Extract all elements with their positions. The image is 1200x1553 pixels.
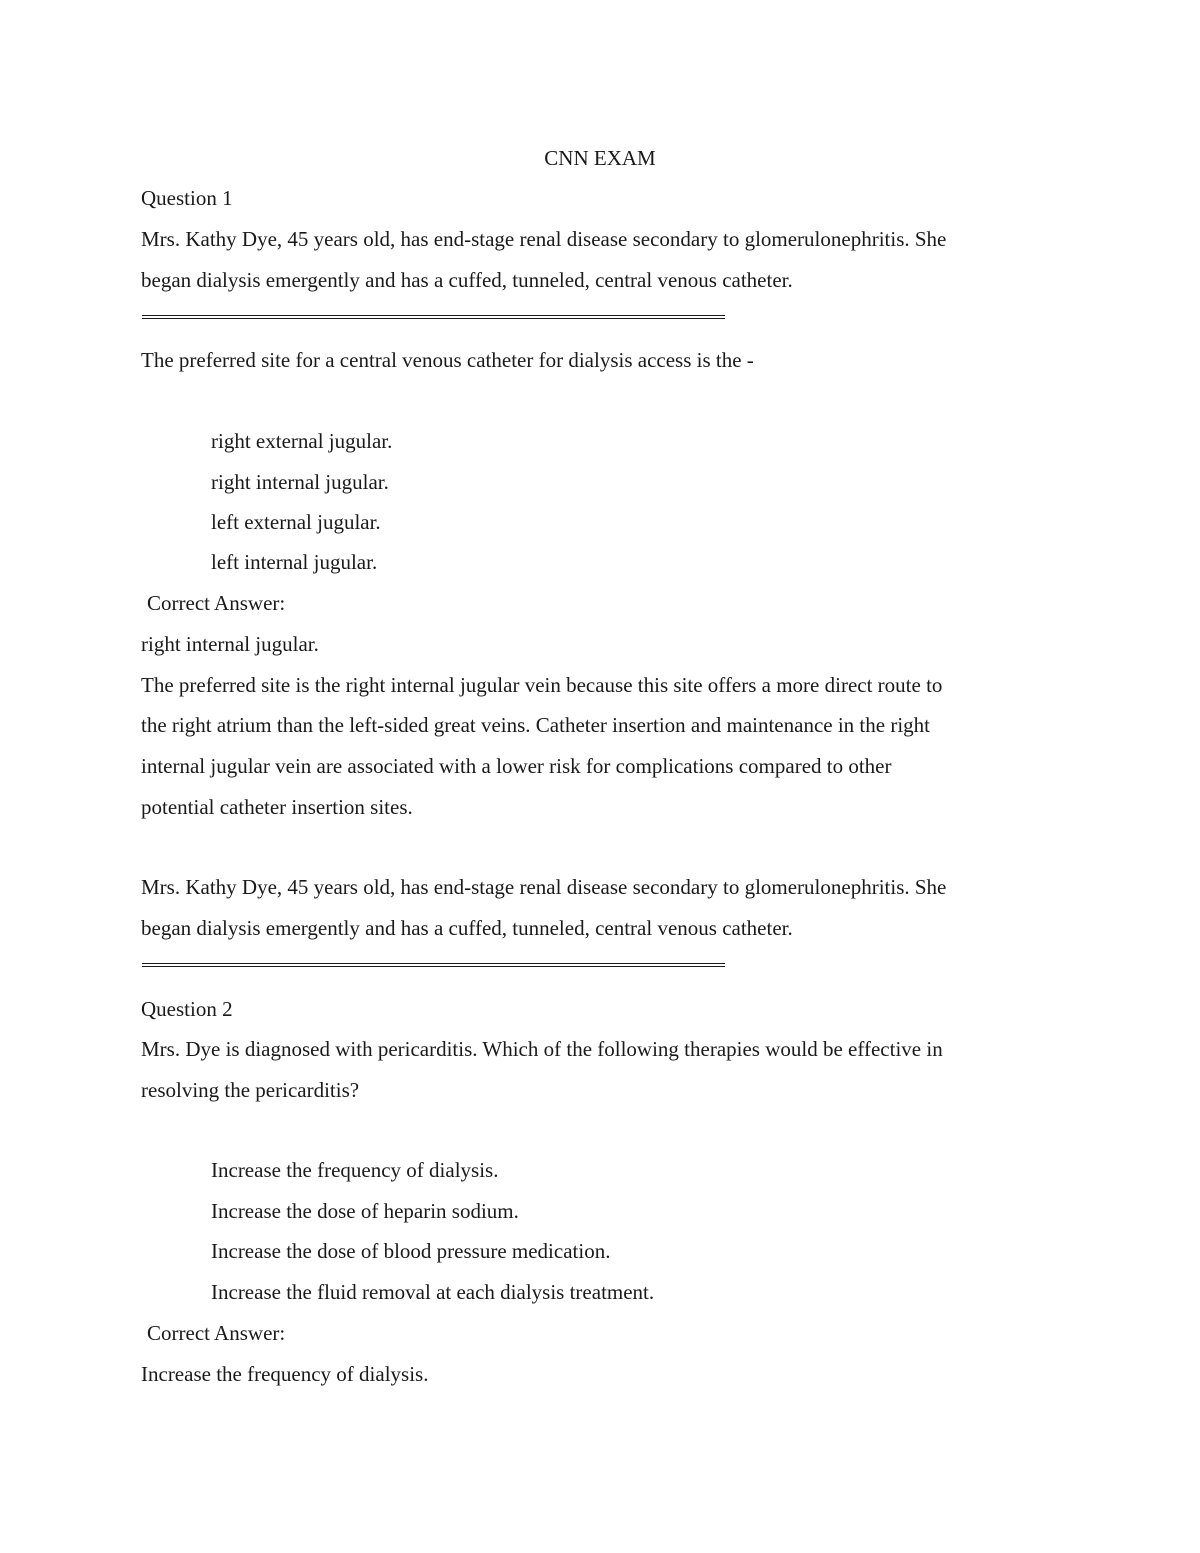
q1-option-1: right external jugular. xyxy=(211,429,393,453)
q1-prompt: The preferred site for a central venous catheter for dialysis access is the - xyxy=(141,348,754,372)
q1-explanation-line-4: potential catheter insertion sites. xyxy=(141,795,413,819)
q1-explanation-line-2: the right atrium than the left-sided great veins. Catheter insertion and maintenance in the right xyxy=(141,713,930,737)
q1-correct-answer: right internal jugular. xyxy=(141,632,319,656)
q2-option-1: Increase the frequency of dialysis. xyxy=(211,1158,499,1182)
q1-correct-answer-label: Correct Answer: xyxy=(147,591,286,615)
q1-scenario-line-2: began dialysis emergently and has a cuffed, tunneled, central venous catheter. xyxy=(141,268,793,292)
q2-prompt-line-1: Mrs. Dye is diagnosed with pericarditis. Which of the following therapies would be effective in xyxy=(141,1037,943,1061)
q2-correct-answer: Increase the frequency of dialysis. xyxy=(141,1362,429,1386)
scenario-repeat-line-2: began dialysis emergently and has a cuffed, tunneled, central venous catheter. xyxy=(141,916,793,940)
question-2-heading: Question 2 xyxy=(141,997,233,1021)
double-rule-divider xyxy=(142,315,725,319)
document-title: CNN EXAM xyxy=(544,146,656,170)
double-rule-divider xyxy=(142,963,725,967)
q2-prompt-line-2: resolving the pericarditis? xyxy=(141,1078,360,1102)
q2-correct-answer-label: Correct Answer: xyxy=(147,1321,286,1345)
question-1-heading: Question 1 xyxy=(141,186,233,210)
q1-option-3: left external jugular. xyxy=(211,510,381,534)
q1-option-2: right internal jugular. xyxy=(211,470,389,494)
q1-option-4: left internal jugular. xyxy=(211,550,378,574)
q2-option-2: Increase the dose of heparin sodium. xyxy=(211,1199,519,1223)
q1-explanation-line-3: internal jugular vein are associated with a lower risk for complications compared to other xyxy=(141,754,892,778)
q2-option-4: Increase the fluid removal at each dialysis treatment. xyxy=(211,1280,655,1304)
q2-option-3: Increase the dose of blood pressure medication. xyxy=(211,1239,611,1263)
q1-scenario-line-1: Mrs. Kathy Dye, 45 years old, has end-stage renal disease secondary to glomerulonephritis. She xyxy=(141,227,947,251)
q1-explanation-line-1: The preferred site is the right internal jugular vein because this site offers a more direct route to xyxy=(141,673,943,697)
scenario-repeat-line-1: Mrs. Kathy Dye, 45 years old, has end-stage renal disease secondary to glomerulonephritis. She xyxy=(141,875,947,899)
